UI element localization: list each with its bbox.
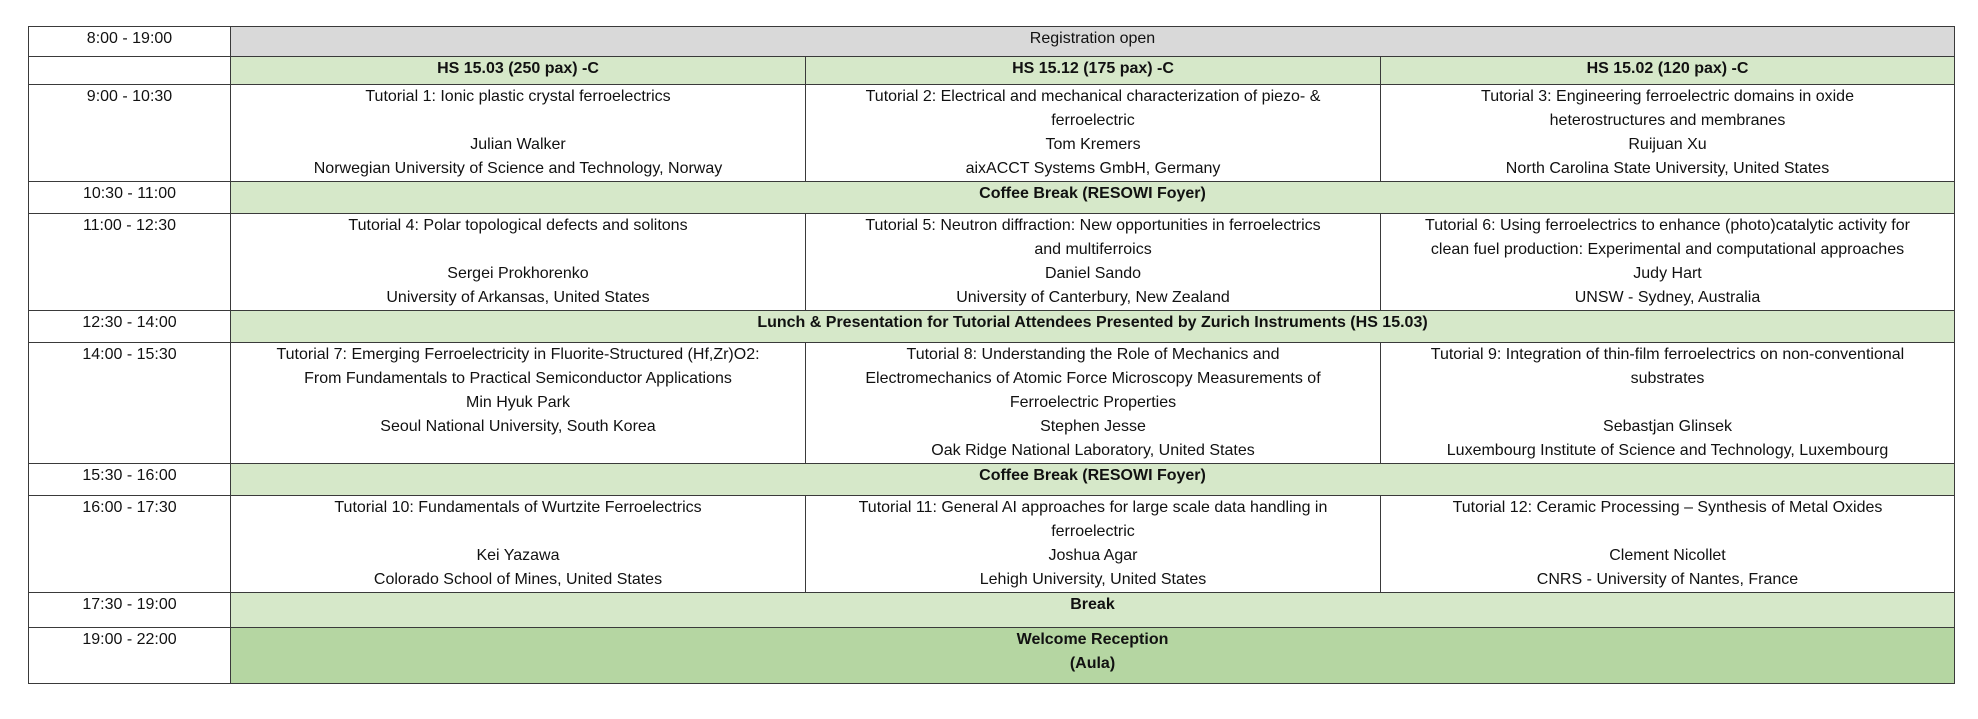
schedule-table: [28, 26, 1955, 684]
tutorial-affiliation: Luxembourg Institute of Science and Technology, Luxembourg: [1446, 442, 1889, 459]
time-slot: 19:00 - 22:00: [29, 628, 231, 684]
tutorial-title: Tutorial 11: General AI approaches for large scale data handling in: [858, 499, 1328, 516]
tutorial-title: Tutorial 7: Emerging Ferroelectricity in Fluorite-Structured (Hf,Zr)O2:: [276, 346, 760, 363]
registration-label: Registration open: [231, 27, 1955, 57]
tutorial-affiliation: North Carolina State University, United States: [1505, 160, 1830, 177]
tutorial-title: Tutorial 4: Polar topological defects and solitons: [348, 217, 688, 234]
lunch-label: Lunch & Presentation for Tutorial Attendees Presented by Zurich Instruments (HS 15.03): [231, 311, 1955, 343]
time-slot: 8:00 - 19:00: [29, 27, 231, 57]
tutorial-speaker: Kei Yazawa: [476, 547, 560, 564]
tutorial-title: Tutorial 2: Electrical and mechanical characterization of piezo- &: [865, 88, 1321, 105]
tutorial-affiliation: Colorado School of Mines, United States: [373, 571, 663, 588]
reception-row: [29, 628, 1955, 684]
time-slot: 15:30 - 16:00: [29, 464, 231, 496]
tutorial-speaker: Joshua Agar: [1048, 547, 1138, 564]
session-row: [29, 214, 1955, 311]
tutorial-speaker: Sergei Prokhorenko: [447, 265, 589, 282]
reception-location: (Aula): [1069, 655, 1116, 672]
tutorial-cell: [1381, 496, 1955, 593]
tutorial-cell: [806, 496, 1381, 593]
tutorial-cell: [1381, 343, 1955, 464]
reception-cell: [231, 628, 1955, 684]
tutorial-affiliation: Oak Ridge National Laboratory, United States: [931, 442, 1255, 459]
tutorial-speaker: Tom Kremers: [1045, 136, 1141, 153]
session-row: [29, 343, 1955, 464]
time-slot: 14:00 - 15:30: [29, 343, 231, 464]
room-header: HS 15.02 (120 pax) -C: [1381, 57, 1955, 85]
tutorial-title-cont: ferroelectric: [1051, 523, 1135, 540]
tutorial-cell: [1381, 85, 1955, 182]
tutorial-affiliation: CNRS - University of Nantes, France: [1536, 571, 1799, 588]
tutorial-cell: [806, 343, 1381, 464]
tutorial-speaker: Stephen Jesse: [1040, 418, 1146, 435]
tutorial-affiliation: University of Canterbury, New Zealand: [956, 289, 1230, 306]
tutorial-title: Tutorial 6: Using ferroelectrics to enhance (photo)catalytic activity for: [1425, 217, 1910, 234]
coffee-break-label: Coffee Break (RESOWI Foyer): [231, 464, 1955, 496]
tutorial-title-cont: Electromechanics of Atomic Force Microscopy Measurements of: [865, 370, 1321, 387]
tutorial-speaker: Julian Walker: [470, 136, 566, 153]
coffee-break-row: [29, 464, 1955, 496]
tutorial-title-cont: Ferroelectric Properties: [1009, 394, 1177, 411]
tutorial-cell: [1381, 214, 1955, 311]
tutorial-speaker: Min Hyuk Park: [465, 394, 571, 411]
tutorial-title: Tutorial 3: Engineering ferroelectric domains in oxide: [1481, 88, 1854, 105]
tutorial-title-cont: clean fuel production: Experimental and computational approaches: [1430, 241, 1905, 258]
tutorial-cell: [806, 214, 1381, 311]
tutorial-title: Tutorial 5: Neutron diffraction: New opportunities in ferroelectrics: [865, 217, 1321, 234]
tutorial-affiliation: Lehigh University, United States: [979, 571, 1207, 588]
time-slot: 9:00 - 10:30: [29, 85, 231, 182]
tutorial-title-cont: substrates: [1630, 370, 1705, 387]
time-slot: 17:30 - 19:00: [29, 593, 231, 628]
tutorial-cell: [231, 85, 806, 182]
coffee-break-row: [29, 182, 1955, 214]
tutorial-affiliation: aixACCT Systems GmbH, Germany: [965, 160, 1221, 177]
tutorial-affiliation: UNSW - Sydney, Australia: [1574, 289, 1761, 306]
lunch-row: [29, 311, 1955, 343]
tutorial-title: Tutorial 10: Fundamentals of Wurtzite Ferroelectrics: [334, 499, 702, 516]
room-header-row: [29, 57, 1955, 85]
tutorial-title: Tutorial 1: Ionic plastic crystal ferroelectrics: [365, 88, 671, 105]
tutorial-cell: [231, 343, 806, 464]
tutorial-title: Tutorial 8: Understanding the Role of Mechanics and: [906, 346, 1280, 363]
tutorial-speaker: Daniel Sando: [1044, 265, 1142, 282]
reception-label: Welcome Reception: [1016, 631, 1169, 648]
tutorial-affiliation: Seoul National University, South Korea: [380, 418, 656, 435]
session-row: [29, 85, 1955, 182]
coffee-break-label: Coffee Break (RESOWI Foyer): [231, 182, 1955, 214]
time-slot: 12:30 - 14:00: [29, 311, 231, 343]
room-header: HS 15.12 (175 pax) -C: [806, 57, 1381, 85]
tutorial-speaker: Ruijuan Xu: [1628, 136, 1707, 153]
tutorial-title: Tutorial 12: Ceramic Processing – Synthesis of Metal Oxides: [1452, 499, 1883, 516]
tutorial-speaker: Sebastjan Glinsek: [1603, 418, 1732, 435]
time-slot: 11:00 - 12:30: [29, 214, 231, 311]
registration-row: [29, 27, 1955, 57]
room-header: HS 15.03 (250 pax) -C: [231, 57, 806, 85]
tutorial-cell: [806, 85, 1381, 182]
session-row: [29, 496, 1955, 593]
tutorial-affiliation: University of Arkansas, United States: [386, 289, 650, 306]
tutorial-title-cont: ferroelectric: [1051, 112, 1135, 129]
break-label: Break: [231, 593, 1955, 628]
tutorial-title-cont: heterostructures and membranes: [1549, 112, 1786, 129]
time-slot: 16:00 - 17:30: [29, 496, 231, 593]
tutorial-cell: [231, 496, 806, 593]
time-slot-empty: [29, 57, 231, 85]
tutorial-speaker: Clement Nicollet: [1609, 547, 1726, 564]
tutorial-affiliation: Norwegian University of Science and Technology, Norway: [313, 160, 723, 177]
time-slot: 10:30 - 11:00: [29, 182, 231, 214]
tutorial-title-cont: and multiferroics: [1034, 241, 1152, 258]
tutorial-speaker: Judy Hart: [1633, 265, 1702, 282]
tutorial-cell: [231, 214, 806, 311]
tutorial-title-cont: From Fundamentals to Practical Semiconductor Applications: [304, 370, 732, 387]
break-row: [29, 593, 1955, 628]
tutorial-title: Tutorial 9: Integration of thin-film ferroelectrics on non-conventional: [1430, 346, 1905, 363]
